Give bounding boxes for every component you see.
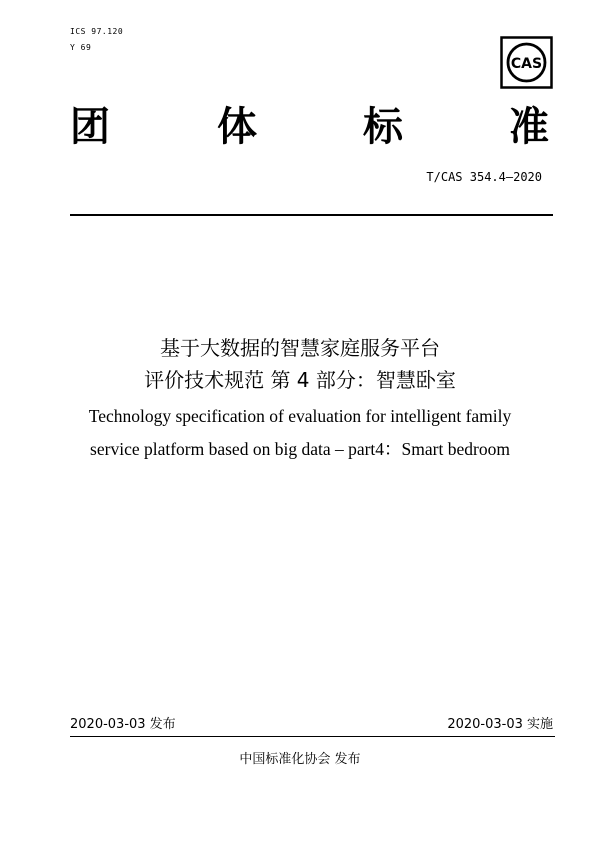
issue-date: 2020-03-03 发布 bbox=[70, 717, 176, 732]
chinese-title-line-1: 基于大数据的智慧家庭服务平台 bbox=[160, 336, 440, 360]
chinese-title-line-2: 评价技术规范 第 4 部分：智慧卧室 bbox=[144, 368, 456, 392]
ccs-code: Y 69 bbox=[70, 43, 92, 52]
header-divider bbox=[70, 214, 553, 216]
implementation-date: 2020-03-03 实施 bbox=[447, 717, 553, 732]
publisher: 中国标准化协会 发布 bbox=[239, 752, 361, 767]
standard-type-char-1: 团 bbox=[70, 104, 110, 150]
footer-divider bbox=[70, 736, 555, 737]
ics-code: ICS 97.120 bbox=[70, 27, 124, 36]
standard-type-char-2: 体 bbox=[217, 104, 257, 150]
english-title-line-2: service platform based on big data – part4：Smart bedroom bbox=[90, 439, 510, 459]
svg-text:CAS: CAS bbox=[510, 56, 543, 72]
cas-logo bbox=[500, 36, 553, 89]
standard-number: T/CAS 354.4—2020 bbox=[426, 170, 542, 184]
standard-type-char-4: 准 bbox=[509, 104, 549, 150]
standard-type-char-3: 标 bbox=[363, 104, 403, 150]
english-title-line-1: Technology specification of evaluation for intelligent family bbox=[88, 406, 512, 426]
